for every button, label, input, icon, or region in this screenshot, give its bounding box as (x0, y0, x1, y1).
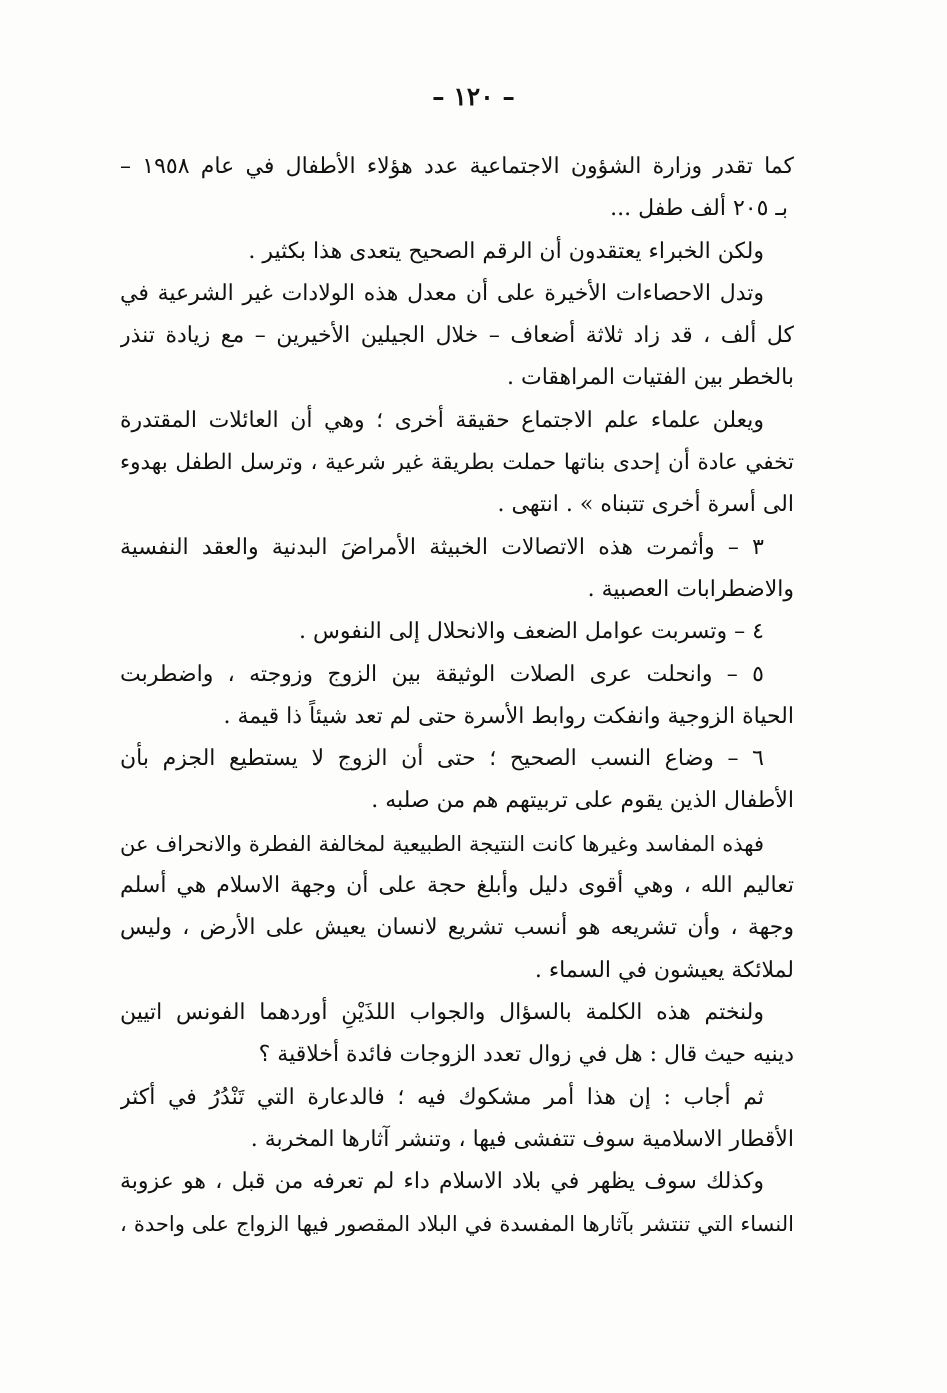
text-line: الأطفال الذين يقوم على تربيتهم هم من صلبه . (371, 788, 794, 814)
text-line: وكذلك سوف يظهر في بلاد الاسلام داء لم تعرفه من قبل ، هو عزوبة (120, 1169, 764, 1195)
text-line: تخفي عادة أن إحدى بناتها حملت بطريقة غير شرعية ، وترسل الطفل بهدوء (120, 450, 794, 476)
text-line: كما تقدر وزارة الشؤون الاجتماعية عدد هؤلاء الأطفال في عام ١٩٥٨ – (120, 154, 794, 179)
text-line: لملائكة يعيشون في السماء . (534, 957, 794, 983)
text-line: تعاليم الله ، وهي أقوى دليل وأبلغ حجة على أن وجهة الاسلام هي أسلم (120, 873, 794, 899)
text-line: وجهة ، وأن تشريعه هو أنسب تشريع لانسان يعيش على الأرض ، وليس (120, 915, 794, 941)
text-line: دينيه حيث قال : هل في زوال تعدد الزوجات فائدة أخلاقية ؟ (258, 1042, 794, 1068)
text-line: ٥ – وانحلت عرى الصلات الوثيقة بين الزوج وزوجته ، واضطربت (120, 661, 764, 687)
text-line: ٤ – وتسربت عوامل الضعف والانحلال إلى النفوس . (298, 619, 764, 645)
text-line: ثم أجاب : إن هذا أمر مشكوك فيه ؛ فالدعارة التي تَنْدُرُ في أكثر (120, 1084, 764, 1110)
text-line: وتدل الاحصاءات الأخيرة على أن معدل هذه الولادات غير الشرعية في (120, 280, 764, 306)
text-line: ويعلن علماء علم الاجتماع حقيقة أخرى ؛ وهي أن العائلات المقتدرة (120, 407, 764, 433)
text-line: ٣ – وأثمرت هذه الاتصالات الخبيثة الأمراضَ البدنية والعقد النفسية (120, 534, 764, 560)
text-line: ولنختم هذه الكلمة بالسؤال والجواب اللذَيْنِ أوردهما الفونس اتيين (120, 999, 764, 1025)
text-line: الأقطار الاسلامية سوف تتفشى فيها ، وتنشر آثارها المخربة . (250, 1126, 794, 1152)
text-line: فهذه المفاسد وغيرها كانت النتيجة الطبيعية لمخالفة الفطرة والانحراف عن (120, 831, 764, 856)
body-text (120, 146, 794, 1246)
text-line: بالخطر بين الفتيات المراهقات . (507, 365, 794, 391)
text-line: والاضطرابات العصبية . (587, 576, 794, 602)
text-line: الى أسرة أخرى تتبناه » . انتهى . (497, 492, 794, 518)
page-number: – ١٢٠ – (432, 82, 515, 111)
text-line: ٦ – وضاع النسب الصحيح ؛ حتى أن الزوج لا يستطيع الجزم بأن (120, 746, 764, 772)
text-line: النساء التي تنتشر بآثارها المفسدة في البلاد المقصور فيها الزواج على واحدة ، (120, 1212, 794, 1237)
text-line: ولكن الخبراء يعتقدون أن الرقم الصحيح يتعدى هذا بكثير . (248, 238, 764, 264)
text-line: كل ألف ، قد زاد ثلاثة أضعاف – خلال الجيلين الأخيرين – مع زيادة تنذر (120, 323, 794, 349)
text-line: الحياة الزوجية وانفكت روابط الأسرة حتى لم تعد شيئاً ذا قيمة . (223, 703, 794, 729)
text-line: بـ ٢٠٥ ألف طفل ... (610, 196, 788, 222)
